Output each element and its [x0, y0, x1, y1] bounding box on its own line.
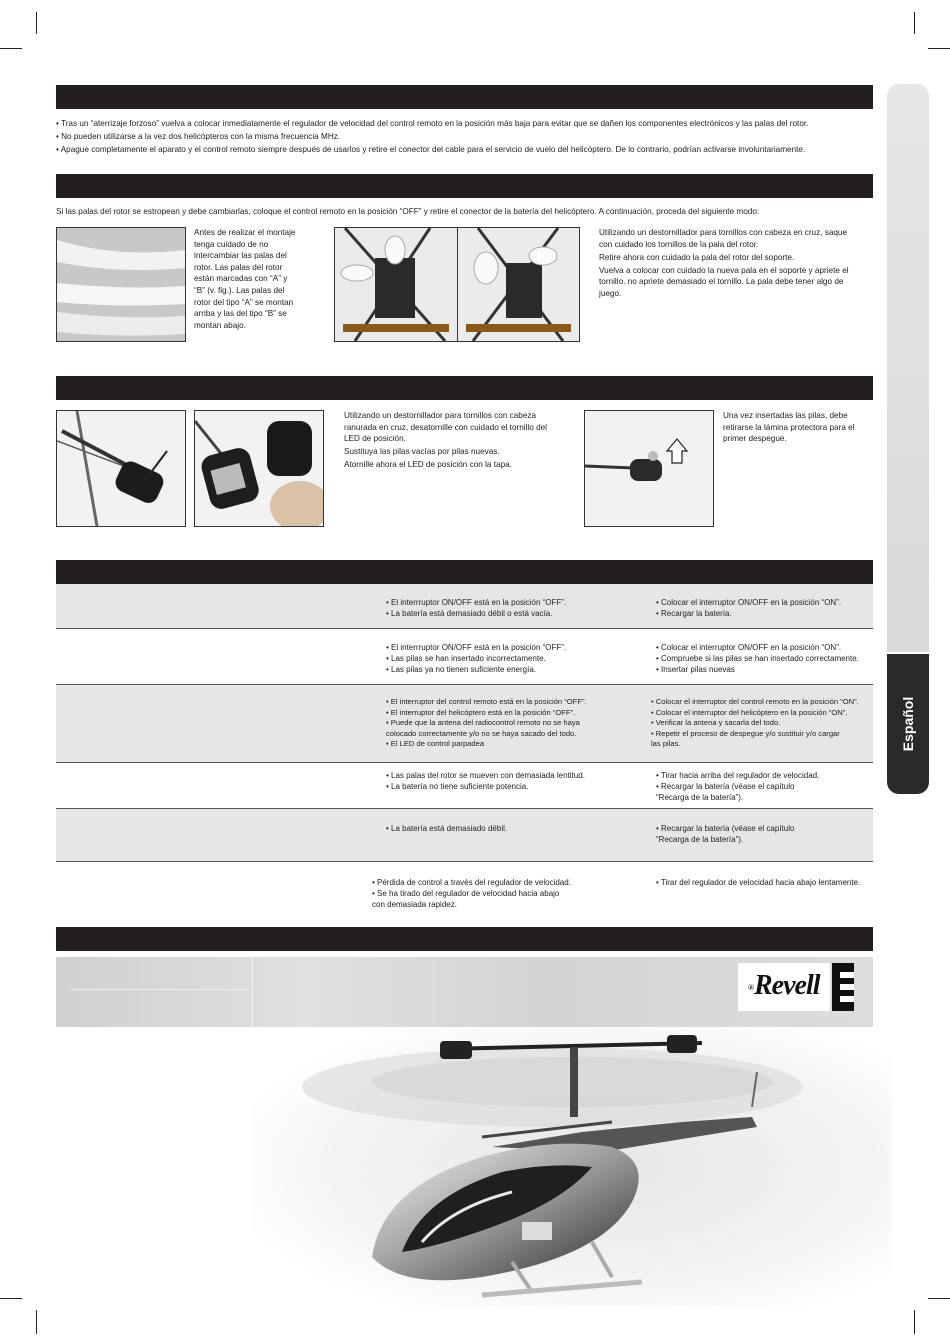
cause-item: • La batería no tiene suficiente potencia. — [386, 782, 529, 792]
helicopter-photo — [252, 1027, 892, 1307]
remedy-cell — [656, 823, 794, 845]
rotor-hub-illustration — [335, 228, 457, 341]
remedy-cell — [656, 597, 841, 619]
cause-item: • La batería está demasiado débil. — [386, 824, 508, 833]
led-step: Sustituya las pilas vacías por pilas nuevas. — [344, 447, 500, 457]
cause-cell — [386, 642, 566, 676]
safety-bullet: • No pueden utilizarse a la vez dos helicópteros con la misma frecuencia MHz. — [56, 132, 341, 142]
remedy-item: “Recarga de la batería”). — [656, 793, 744, 803]
cause-item: • Las palas del rotor se mueven con demasiada lentitud. — [386, 771, 585, 780]
cause-item: • Se ha tirado del regulador de velocidad hacia abajo — [372, 889, 560, 899]
remedy-item: • Colocar el interruptor del control remoto en la posición “ON”. — [651, 697, 859, 706]
remedy-cell — [656, 770, 819, 804]
side-tab-label: Español — [900, 696, 916, 752]
rotor-hub-photo-1 — [334, 227, 458, 342]
side-tab-background — [887, 84, 929, 652]
rotor-steps — [599, 227, 861, 301]
rotor-step: Retire ahora con cuidado la pala del rotor del soporte. — [599, 252, 795, 262]
crop-mark — [36, 1310, 37, 1334]
rotor-note-line: montan abajo. — [194, 320, 246, 330]
cause-item: con demasiada rapidez. — [372, 900, 457, 910]
cause-item: • El interrruptor ON/OFF está en la posición “OFF”. — [386, 598, 567, 607]
led-steps — [344, 410, 549, 472]
cause-item: • El interrruptor ON/OFF está en la posición “OFF”. — [386, 643, 567, 652]
rotor-hub-photo-2 — [457, 227, 580, 342]
remedy-item: • Colocar el interruptor ON/OFF en la posición “ON”. — [656, 598, 842, 607]
led-photo-2 — [194, 410, 324, 527]
led-step: Utilizando un destornillador para tornillos con cabeza ranurada en cruz, desatornille con cuidado el tornillo del LED de posición. — [344, 411, 547, 444]
rotor-step: Vuelva a colocar con cuidado la nueva pala en el soporte y apriete el tornillo. no apriete demasiado el tornillo. La pala debe tener algo de juego. — [599, 265, 849, 298]
section-header-bar — [56, 85, 873, 109]
rotor-note-line: rotor. Las palas del rotor — [194, 262, 283, 272]
logo-stripes — [832, 963, 854, 1011]
remedy-item: • Colocar el interruptor ON/OFF en la posición “ON”. — [656, 643, 842, 652]
cause-cell — [386, 597, 566, 619]
led-unscrew-illustration — [57, 411, 185, 526]
cause-item: • El interruptor del control remoto está en la posición “OFF”. — [386, 697, 587, 706]
logo-text — [748, 970, 820, 1002]
brand-band-line — [70, 989, 250, 990]
remedy-item: “Recarga de la batería”). — [656, 835, 744, 845]
rotor-step: Utilizando un destornillador para tornillos con cabeza en cruz, saque con cuidado los tornillos de la pala del rotor. — [599, 228, 848, 249]
protective-film-illustration — [585, 411, 713, 526]
crop-mark — [914, 12, 915, 34]
cause-cell — [386, 823, 507, 834]
crop-mark — [0, 1298, 22, 1299]
cause-cell — [386, 770, 585, 792]
logo-registered: ® — [748, 983, 753, 993]
crop-mark — [928, 1298, 950, 1299]
rotor-intro: Si las palas del rotor se estropean y debe cambiarlas, coloque el control remoto en la posición “OFF” y retire el conector de la batería del helicóptero. A continuación, proceda del siguiente modo: — [56, 207, 760, 216]
led-step: Atornille ahora el LED de posición con la tapa. — [344, 460, 512, 470]
led-note: Una vez insertadas las pilas, debe retirarse la lámina protectora para el primer despegue. — [723, 411, 855, 444]
rotor-note-line: tenga cuidado de no — [194, 239, 269, 249]
led-photo-1 — [56, 410, 186, 527]
section-header-bar — [56, 927, 873, 951]
cause-item: colocado correctamente y/o no se haya sacado del todo. — [386, 728, 577, 738]
led-photo-3 — [584, 410, 714, 527]
cause-item: • El LED de control parpadea — [386, 739, 485, 749]
cause-item: • Las pilas ya no tienen suficiente energía. — [386, 665, 537, 675]
remedy-item: las pilas. — [651, 739, 681, 749]
remedy-cell — [656, 642, 859, 676]
helicopter-illustration — [252, 1027, 892, 1307]
crop-mark — [928, 48, 950, 49]
crop-mark — [0, 48, 22, 49]
logo-wordmark: Revell — [753, 970, 820, 1001]
remedy-item: • Tirar hacia arriba del regulador de velocidad. — [656, 771, 820, 780]
rotor-note-line: Antes de realizar el montaje — [194, 228, 296, 237]
remedy-item: • Tirar del regulador de velocidad hacia abajo lentamente. — [656, 878, 861, 887]
rotor-blades-illustration — [57, 228, 185, 341]
remedy-item: • Verificar la antena y sacarla del todo. — [651, 718, 781, 728]
rotor-blades-photo — [56, 227, 186, 342]
rotor-note — [194, 227, 314, 331]
cause-item: • La batería está demasiado débil o está vacía. — [386, 609, 553, 619]
safety-notes — [56, 118, 876, 157]
remedy-cell — [651, 697, 859, 750]
remedy-item: • Recargar la batería (véase el capítulo — [656, 824, 795, 833]
rotor-note-line: “B” (v. fig.). Las palas del — [194, 285, 285, 295]
cause-item: • Puede que la antena del radiocontrol remoto no se haya — [386, 718, 580, 728]
remedy-item: • Compruebe si las pilas se han insertado correctamente. — [656, 654, 859, 664]
side-tab[interactable] — [887, 654, 929, 794]
section-header-bar — [56, 376, 873, 400]
cause-item: • Pérdida de control a través del regulador de velocidad. — [372, 878, 571, 887]
rotor-note-line: arriba y las del tipo “B” se — [194, 309, 287, 319]
cause-cell — [372, 877, 571, 911]
crop-mark — [36, 12, 37, 34]
cause-item: • Las pilas se han insertado incorrectamente. — [386, 654, 546, 664]
remedy-item: • Insertar pilas nuevas — [656, 665, 735, 675]
safety-bullet: • Apague completamente el aparato y el control remoto siempre después de usarlos y retire el conector del cable para el servicio de vuelo del helicóptero. De lo contrario, podrían activarse involuntariamente. — [56, 145, 806, 155]
brand-band-divider — [252, 957, 253, 1027]
revell-logo — [738, 963, 856, 1011]
section-header-bar — [56, 560, 873, 584]
remedy-cell — [656, 877, 860, 888]
rotor-note-line: intercambiar las palas del — [194, 251, 287, 261]
rotor-note-line: están marcadas con “A” y — [194, 274, 288, 284]
safety-bullet: • Tras un “aterrizaje forzoso” vuelva a colocar inmediatamente el regulador de velocidad del control remoto en la posición más baja para evitar que se dañen los componentes electrónicos y las palas del rotor. — [56, 119, 809, 128]
section-header-bar — [56, 174, 873, 198]
cause-cell — [386, 697, 587, 750]
remedy-item: • Colocar el interruptor del helicóptero en la posición “ON”. — [651, 707, 848, 717]
cause-item: • El interruptor del helicóptero está en la posición “OFF”. — [386, 707, 576, 717]
remedy-item: • Recargar la batería. — [656, 609, 732, 619]
battery-compartment-illustration — [195, 411, 323, 526]
remedy-item: • Repetir el proceso de despegue y/o sustituir y/o cargar — [651, 728, 840, 738]
crop-mark — [914, 1310, 915, 1334]
remedy-item: • Recargar la batería (véase el capítulo — [656, 782, 795, 792]
rotor-hub-illustration — [458, 228, 579, 341]
rotor-note-line: rotor del tipo “A” se montan — [194, 297, 294, 307]
